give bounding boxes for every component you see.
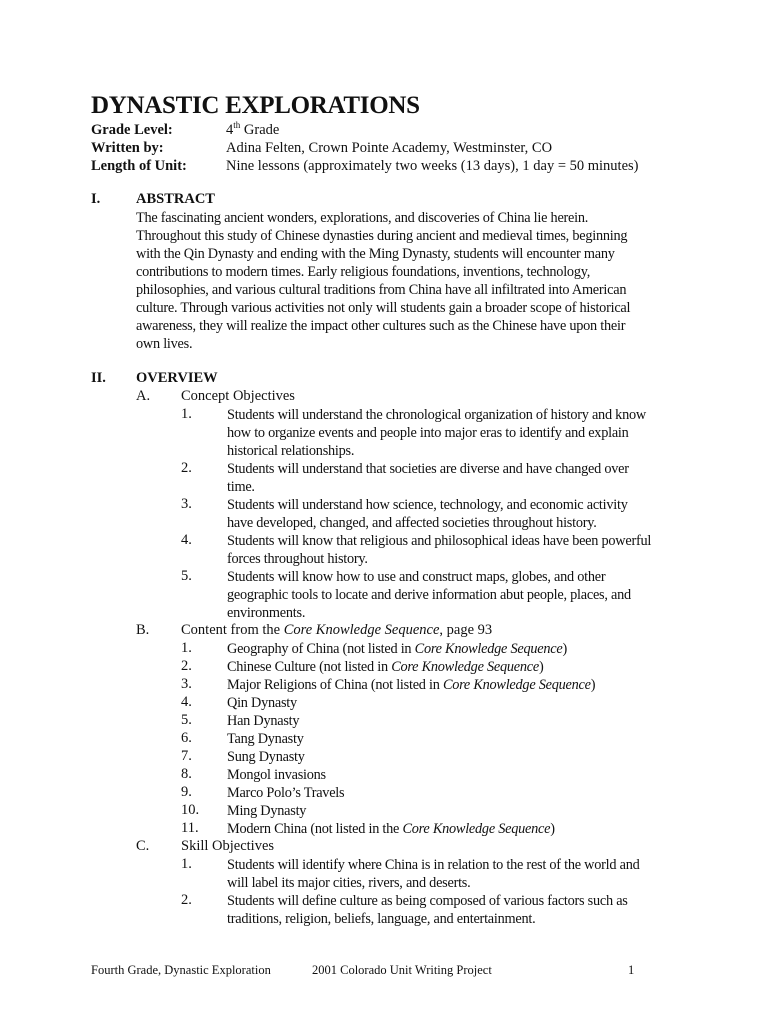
content-item-number: 11. [181,820,199,836]
subsection-letter-skill: C. [136,838,150,854]
content-item-number: 7. [181,748,192,764]
concept-item-text: Students will understand the chronological organization of history and know how to organize events and people into major eras to identify and explain historical relationships. [227,407,646,459]
content-item-text: Mongol invasions [227,767,326,783]
content-item-number: 9. [181,784,192,800]
section-number-overview: II. [91,370,106,386]
footer-left: Fourth Grade, Dynastic Exploration [91,963,271,977]
content-item-text: Major Religions of China (not listed in Core Knowledge Sequence) [227,677,596,693]
concept-item-text: Students will know how to use and construct maps, globes, and other geographic tools to locate and derive information abut people, places, and environments. [227,569,631,621]
subsection-label-concept: Concept Objectives [181,388,295,404]
content-item-number: 4. [181,694,192,710]
content-item-number: 3. [181,676,192,692]
content-item-text: Chinese Culture (not listed in Core Knowledge Sequence) [227,659,544,675]
grade-level-value: 4th Grade [226,120,280,138]
concept-item-text: Students will understand that societies are diverse and have changed over time. [227,461,629,495]
subsection-letter-concept: A. [136,388,151,404]
content-item-number: 2. [181,658,192,674]
written-by-value: Adina Felten, Crown Pointe Academy, Westminster, CO [226,140,553,156]
unit-length-label: Length of Unit: [91,158,187,174]
content-item-text: Modern China (not listed in the Core Knowledge Sequence) [227,821,555,837]
page-number: 1 [628,963,635,977]
section-number-abstract: I. [91,191,101,207]
content-item-text: Qin Dynasty [227,695,297,711]
skill-item-text: Students will identify where China is in relation to the rest of the world and will label its major cities, rivers, and deserts. [227,857,640,891]
content-item-number: 8. [181,766,192,782]
section-title-abstract: ABSTRACT [136,191,215,207]
abstract-paragraph: The fascinating ancient wonders, explorations, and discoveries of China lie herein. Throughout this study of Chinese dynasties during ancient and medieval times, beginning with the Qin Dynasty and ending with the Ming Dynasty, students will encounter many contributions to modern times. Early religious foundations, inventions, technology, philosophies, and various cultural traditions from China have all infiltrated into American culture. Through various activities not only will students gain a broader scope of historical awareness, they will realize the impact other cultures such as the Chinese have upon their own lives. [136,210,631,352]
content-item-text: Han Dynasty [227,713,300,729]
content-item-number: 1. [181,640,192,656]
concept-item-text: Students will know that religious and philosophical ideas have been powerful forces throughout history. [227,533,652,567]
section-title-overview: OVERVIEW [136,370,218,386]
content-item-text: Geography of China (not listed in Core Knowledge Sequence) [227,641,567,657]
skill-item-number: 2. [181,892,192,908]
subsection-letter-content: B. [136,622,150,638]
skill-item-number: 1. [181,856,192,872]
subsection-label-skill: Skill Objectives [181,838,275,854]
content-item-number: 10. [181,802,200,818]
unit-length-value: Nine lessons (approximately two weeks (13 days), 1 day = 50 minutes) [226,158,639,174]
footer-center: 2001 Colorado Unit Writing Project [312,963,492,977]
concept-item-number: 1. [181,406,192,422]
concept-item-number: 5. [181,568,192,584]
written-by-label: Written by: [91,140,164,156]
concept-item-number: 3. [181,496,192,512]
grade-level-label: Grade Level: [91,122,173,138]
skill-item-text: Students will define culture as being composed of various factors such as traditions, religion, beliefs, language, and entertainment. [227,893,628,927]
content-item-text: Marco Polo’s Travels [227,785,345,801]
content-item-text: Tang Dynasty [227,731,304,747]
concept-item-text: Students will understand how science, technology, and economic activity have developed, changed, and affected societies throughout history. [227,497,628,531]
concept-item-number: 2. [181,460,192,476]
content-item-number: 5. [181,712,192,728]
subsection-label-content: Content from the Core Knowledge Sequence, page 93 [181,622,493,638]
document-title: DYNASTIC EXPLORATIONS [91,92,420,119]
content-item-text: Sung Dynasty [227,749,305,765]
concept-item-number: 4. [181,532,192,548]
content-item-number: 6. [181,730,192,746]
content-item-text: Ming Dynasty [227,803,307,819]
